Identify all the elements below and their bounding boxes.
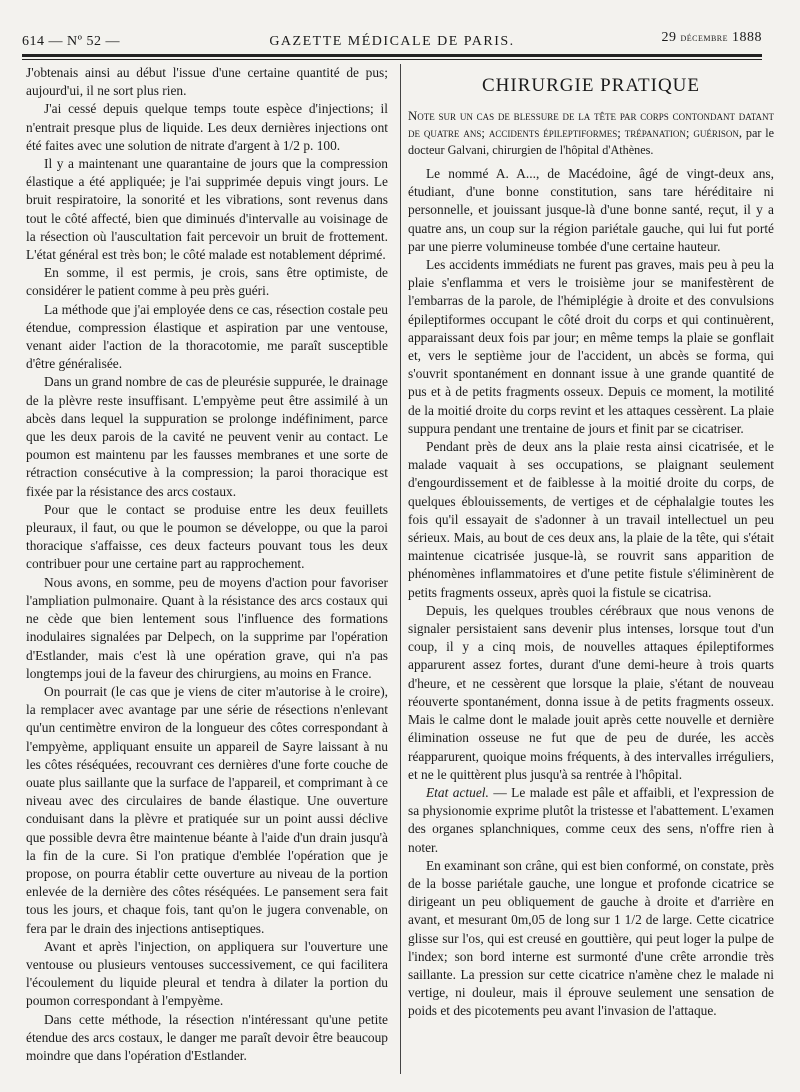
left-paragraph-2: J'ai cessé depuis quelque temps toute espèce d'injections; il n'entrait presque plus de liquide. Les deux dernières injections ont été faites avec une solution de nitrate d'argent à 1/2 p. 100. <box>26 101 388 153</box>
section-title: CHIRURGIE PRATIQUE <box>481 75 701 96</box>
left-paragraph-4: En somme, il est permis, je crois, sans être optimiste, de considérer le patient comme à peu près guéri. <box>26 265 388 299</box>
left-paragraph-9: On pourrait (le cas que je viens de citer m'autorise à le croire), la remplacer avec avantage par une série de résections n'enlevant qu'un centimètre environ de la longueur des côtes correspondant à l'empyème, appliquant ensuite un appareil de Sayre laissant à nu les côtes réséquées, recouvrant ces dernières d'une forte couche de ouate plus saillante que la surface de l'appareil, et comprimant à ce niveau avec des circulaires de bande élastique. Une ouverture conduisant dans la plèvre et pratiquée sur un point aussi déclive que possible devra être maintenue béante à l'aide d'un drain jusqu'à la fin de la cure. Si l'on pratique d'emblée l'opération que je propose, on pourra établir cette ouverture au niveau de la portion enlevée de la dernière des côtes réséquées. Le pansement sera fait tous les jours, et chaque fois, tant qu'on le jugera convenable, on fera par le drain des injections antiseptiques. <box>26 683 388 936</box>
left-paragraph-3: Il y a maintenant une quarantaine de jours que la compression élastique a été appliquée; je l'ai supprimée depuis vingt jours. Le bruit respiratoire, la sonorité et les vibrations, sont revenus dans tout le côté affecté, bien que diminués d'intervalle au voisinage de la résection où l'auscultation fait percevoir un bruit de frottement. L'état général est très bon; le côté malade est notablement déprimé. <box>26 156 388 263</box>
issue-date <box>661 30 762 46</box>
right-column <box>408 64 774 1084</box>
left-paragraph-6: Dans un grand nombre de cas de pleurésie suppurée, le drainage de la plèvre reste insuffisant. L'empyème peut être assimilé à un abcès dans lequel la suppuration se prolonge indéfiniment, parce que les deux parois de la cavité ne peuvent venir au contact. Le poumon est maintenu par les fausses membranes et une sorte de rétraction consécutive à la compression; la paroi thoracique est fixée par la résistance des arcs costaux. <box>26 374 388 499</box>
journal-title: GAZETTE MÉDICALE DE PARIS. <box>269 34 515 49</box>
header-rule-thin <box>22 59 762 60</box>
date-year: 1888 <box>732 30 762 45</box>
etat-actuel-paragraph <box>408 784 774 857</box>
left-paragraph-11: Dans cette méthode, la résection n'intéressant qu'une petite étendue des arcs costaux, le danger me paraît devoir être beaucoup moindre que dans l'opération d'Estlander. <box>26 1011 388 1063</box>
right-paragraph-4: Depuis, les quelques troubles cérébraux que nous venons de signaler persistaient sans devenir plus intenses, lorsque tout d'un coup, il y a cinq mois, de nouvelles attaques épileptiformes apparurent assez fortes, durant d'une demi-heure à trois quarts d'heure, et ne cessèrent que lorsque la plaie, s'étant de nouveau réouverte spontanément, donna issue à de petits fragments osseux. Mais le calme dont le malade jouit après cette nouvelle et dernière élimination osseuse ne fut que de peu de durée, les accès réapparurent, quoique moins fréquents, à des intervalles irréguliers, et ne le quittèrent plus jusqu'à sa rentrée à l'hôpital. <box>408 602 774 782</box>
right-paragraph-3: Pendant près de deux ans la plaie resta ainsi cicatrisée, et le malade vaquait à ses occupations, se plaignant seulement d'engourdissement et de faiblesse à la moitié droite du corps, de quelques éblouissements, de vertiges et de céphalalgie toutes les fois qu'il essayait de s'adonner à un travail intellectuel un peu sérieux. Mais, au bout de ces deux ans, la plaie de la tête, qui s'était maintenue cicatrisée jusque-là, se rouvrit sans apparition de phénomènes inflammatoires et d'une petite fistule s'éliminèrent de petits fragments osseux, après quoi la fistule se cicatrisa. <box>408 439 774 600</box>
etat-actuel-text: — Le malade est pâle et affaibli, et l'expression de sa physionomie exprime plutôt la tristesse et l'abattement. L'examen des organes splanchniques, comme ceux des sens, n'offre rien à noter. <box>408 784 774 855</box>
right-paragraph-1: Le nommé A. A..., de Macédoine, âgé de vingt-deux ans, étudiant, d'une bonne constitution, sans tare héréditaire ni personnelle, et jouissant jusque-là d'une bonne santé, reçut, il y a quatre ans, un coup sur la région pariétale gauche, qui lui fut porté par une pierre volumineuse tombée d'une certaine hauteur. <box>408 166 774 254</box>
article-author: par le docteur Galvani, chirurgien de l'hôpital d'Athènes. <box>408 126 774 157</box>
page-number: 614 — Nº 52 — <box>22 34 120 49</box>
left-paragraph-5: La méthode que j'ai employée dens ce cas, résection costale peu étendue, compression élastique et aspiration par une ventouse, venant aider l'action de la thoracotomie, me paraît susceptible d'être généralisée. <box>26 301 388 372</box>
column-divider <box>400 64 401 1074</box>
left-column <box>26 64 388 1084</box>
header-rule-thick <box>22 54 762 57</box>
left-paragraph-1: J'obtenais ainsi au début l'issue d'une certaine quantité de pus; aujourd'ui, il ne sort plus rien. <box>26 65 388 99</box>
etat-actuel-label: Etat actuel. <box>426 784 489 800</box>
article-heading <box>408 108 774 159</box>
right-paragraph-last: En examinant son crâne, qui est bien conformé, on constate, près de la bosse pariétale gauche, une longue et profonde cicatrice se dirigeant un peu obliquement de gauche à droite et d'arrière en avant, et mesurant 0m,05 de long sur 1 1/2 de large. Cette cicatrice glisse sur l'os, qui est creusé en gouttière, qui peut loger la pulpe de l'index; son bord interne est surmonté d'une crête arrondie très saillante. La pression sur cette cicatrice n'amène chez le malade ni vertige, ni douleur, mais il éprouve seulement une sensation de poids et des picotements peu avant l'invasion de l'attaque. <box>408 857 774 1019</box>
left-paragraph-7: Pour que le contact se produise entre les deux feuillets pleuraux, il faut, ou que le poumon se développe, ou que la paroi thoracique s'affaisse, ces deux facteurs pouvant tous les deux contribuer pour une certaine part au rapprochement. <box>26 501 388 572</box>
left-paragraph-8: Nous avons, en somme, peu de moyens d'action pour favoriser l'ampliation pulmonaire. Quant à la résistance des arcs costaux qui ne cède que bien lentement sous l'influence des formations inodulaires signalées par Delpech, on la supprime par l'opération d'Estlander, mais c'est là une opération grave, qui n'a pas longtemps joui de la faveur des chirurgiens, au moins en France. <box>26 574 388 681</box>
article-title: Note sur un cas de blessure de la tête par corps contondant datant de quatre ans; accidents épileptiformes; trépanation; guérison, <box>408 109 774 140</box>
page-header <box>22 30 762 54</box>
right-paragraph-2: Les accidents immédiats ne furent pas graves, mais peu à peu la plaie s'enflamma et vers le troisième jour se manifestèrent de l'embarras de la parole, de l'hémiplégie à droite et des convulsions épileptiformes occupant le côté droit du corps et qui continuèrent, apparaissant deux fois par jour; en même temps la plaie se gonflait et, vers le septième jour de l'accident, un abcès se forma, qui s'ouvrit spontanément en donnant issue à une grande quantité de pus et à de petits fragments osseux. Depuis ce moment, la motilité de la moitié droite du corps revint et les attaques cessèrent. La plaie suppura pendant une trentaine de jours et finit par se cicatriser. <box>408 257 774 436</box>
left-paragraph-10: Avant et après l'injection, on appliquera sur l'ouverture une ventouse ou plusieurs ventouses successivement, ce qui facilitera l'écoulement du liquide pleural et tendra à dilater la portion du poumon correspondant à l'empyème. <box>26 938 388 1009</box>
date-day: 29 <box>661 30 677 45</box>
date-month: décembre <box>680 30 728 44</box>
